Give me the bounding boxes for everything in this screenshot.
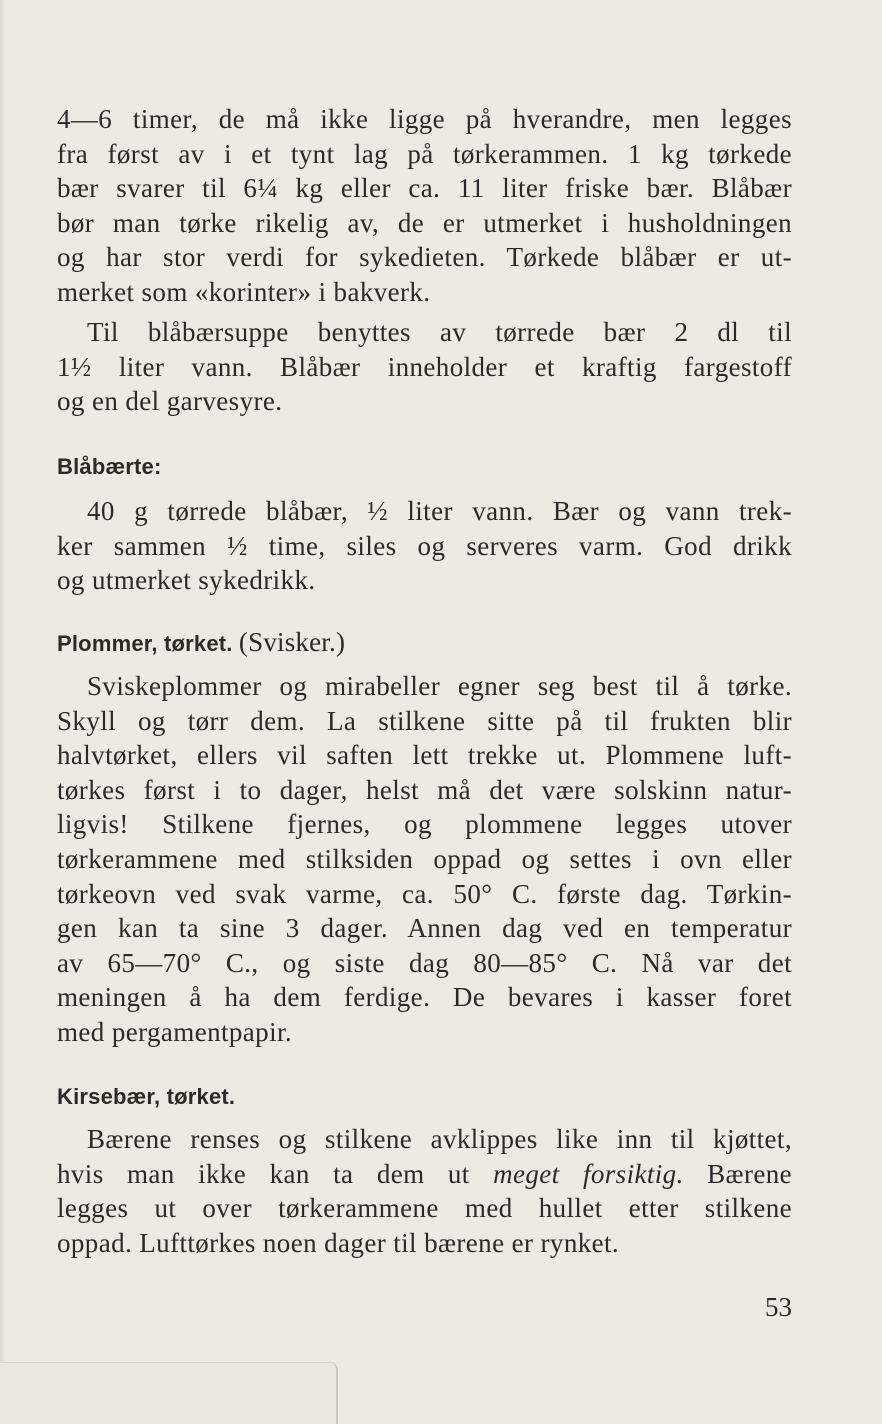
text-line: legges ut over tørkerammene med hullet etter stilkene [57, 1193, 792, 1224]
text-line: ker sammen ½ time, siles og serveres varm. God drikk [57, 530, 792, 561]
text-line-mixed [57, 1157, 792, 1192]
text-segment: Bærene [683, 1158, 793, 1189]
page-gutter [0, 0, 6, 1423]
text-line: bør man tørke rikelig av, de er utmerket i husholdningen [57, 207, 792, 238]
section-plommer [57, 625, 792, 661]
section-heading-note: (Svisker.) [238, 627, 346, 657]
text-line: 40 g tørrede blåbær, ½ liter vann. Bær og vann trek- [87, 496, 792, 526]
section-kirsebaer-body [57, 1122, 792, 1260]
text-line: med pergamentpapir. [57, 1016, 293, 1047]
text-segment: hvis man ikke kan ta dem ut [57, 1158, 494, 1189]
text-line: og en del garvesyre. [57, 386, 283, 417]
text-line: gen kan ta sine 3 dager. Annen dag ved en temperatur [57, 913, 792, 944]
text-line: tørkes først i to dager, helst må det være solskinn natur- [57, 774, 792, 805]
paragraph-blueberry-soup [57, 315, 792, 419]
text-line: oppad. Lufttørkes noen dager til bærene er rynket. [57, 1227, 620, 1258]
section-blabaerte-body [57, 494, 792, 598]
text-line: fra først av i et tynt lag på tørkerammen. 1 kg tørkede [57, 138, 792, 169]
section-heading: Blåbærte: [57, 454, 162, 479]
section-plommer-body [57, 669, 792, 1050]
text-line: Skyll og tørr dem. La stilkene sitte på til frukten blir [57, 705, 792, 736]
scan-artifact-tab [0, 1362, 338, 1424]
text-line: halvtørket, ellers vil saften lett trekke ut. Plommene luft- [57, 740, 792, 771]
section-heading: Kirsebær, tørket. [57, 1084, 236, 1109]
page-number: 53 [765, 1292, 792, 1322]
text-line: ligvis! Stilkene fjernes, og plommene legges utover [57, 809, 792, 840]
text-line: 4—6 timer, de må ikke ligge på hverandre, men legges [57, 104, 792, 134]
text-line: av 65—70° C., og siste dag 80—85° C. Nå var det [57, 947, 792, 978]
paragraph-continued [57, 102, 792, 310]
text-line: 1½ liter vann. Blåbær inneholder et kraftig fargestoff [57, 351, 792, 382]
section-heading: Plommer, tørket. [57, 631, 233, 656]
text-line: Til blåbærsuppe benyttes av tørrede bær 2 dl til [87, 317, 792, 347]
text-line: og utmerket sykedrikk. [57, 565, 316, 596]
text-line: tørkeovn ved svak varme, ca. 50° C. første dag. Tørkin- [57, 878, 792, 909]
text-line: og har stor verdi for sykedieten. Tørkede blåbær er ut- [57, 242, 792, 273]
section-blabaerte [57, 450, 792, 484]
text-line: bær svarer til 6¼ kg eller ca. 11 liter friske bær. Blåbær [57, 173, 792, 204]
text-line: tørkerammene med stilksiden oppad og settes i ovn eller [57, 843, 792, 874]
text-line: Bærene renses og stilkene avklippes like inn til kjøttet, [87, 1124, 792, 1154]
emphasis-text: meget forsiktig. [493, 1158, 684, 1189]
text-line: meningen å ha dem ferdige. De bevares i kasser foret [57, 982, 792, 1013]
section-kirsebaer [57, 1080, 792, 1114]
text-line: merket som «korinter» i bakverk. [57, 276, 431, 307]
text-line: Sviskeplommer og mirabeller egner seg best til å tørke. [87, 671, 792, 701]
section-heading-row [57, 625, 792, 661]
